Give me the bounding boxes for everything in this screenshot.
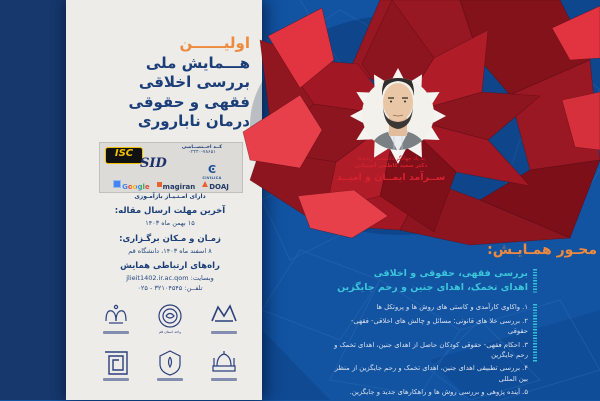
- axis-subtitle-line-1: بررسی فقهی، حقوقی و اخلاقی: [373, 268, 528, 279]
- retraining-credit-note: دارای امـتـیـاز بازآمـوزی: [134, 193, 206, 200]
- doaj-logo: DOAJ: [202, 174, 229, 193]
- cyan-dotted-accent: [533, 269, 537, 294]
- left-blue-strip: [0, 0, 66, 400]
- index-logos-row: [100, 176, 242, 190]
- title-line-first: اولیــــــن: [179, 34, 250, 52]
- phone-number: ۰۲۵ - ۳۲۱۰۴۵۴۵: [137, 284, 183, 292]
- axis-subtitle: [337, 267, 528, 294]
- university-of-qom-logo: [95, 303, 137, 334]
- title-line-5: درمان ناباروری: [137, 112, 250, 130]
- isc-logo: ISC: [105, 147, 143, 164]
- memorial-line-1: به یاد جهادگر دانشمند، زنده‌یاد: [356, 156, 426, 162]
- title-line-3: بررسی اخلاقی: [138, 73, 250, 91]
- memorial-text: [318, 156, 464, 184]
- poster-title: [88, 34, 250, 132]
- title-line-2: هـــمایش ملی: [145, 53, 250, 72]
- phone-line: [80, 284, 260, 292]
- axis-item-5: ۵. آینده پژوهی و بررسی روش ها و راهکارهای جدید و جایگزین.: [349, 388, 528, 397]
- indexing-box: [99, 142, 243, 193]
- axis-item-2: ۲. بررسی خلا های قانونی: مسائل و چالش های اخلاقی- فقهی- حقوقی: [350, 316, 528, 335]
- venue-value: ۸ اسفند ماه ۱۴۰۳، دانشگاه قم: [128, 247, 212, 255]
- doaj-icon: [202, 181, 208, 187]
- organizer-logos-row-2: [90, 350, 250, 381]
- code-value: ۰۲۴۴۰-۷۸۶۵۱: [188, 150, 216, 155]
- medical-university-logo: [203, 303, 245, 334]
- org-caption-bar: [211, 378, 237, 381]
- axis-subtitle-line-2: اهدای تخمک، اهدای جنین و رحم جایگزین: [337, 281, 528, 293]
- magiran-icon: [157, 182, 162, 187]
- jahad-daneshgahi-qom-logo: [149, 303, 191, 334]
- website-label: وبسایت:: [190, 274, 214, 282]
- axis-item-4: ۴. بررسی تطبیقی اهدای جنین، اهدای تخمک و رحم جایگزین از منظر بین المللی: [334, 364, 528, 383]
- phone-label: تلفــن:: [184, 284, 203, 292]
- website-url[interactable]: jlieit1402.ir.ac.qom: [126, 274, 189, 282]
- axis-item-3: ۳. احکام فقهی- حقوقی کودکان حاصل از اهدای جنین، اهدای تخمک و رحم جایگزین: [334, 340, 528, 359]
- memorial-line-3: ســرآمد ایمــان و امیــد: [336, 171, 446, 183]
- civilica-mark-icon: Ͼ: [207, 163, 217, 176]
- google-logo: Google: [113, 174, 150, 193]
- red-flower-graphic: [230, 0, 600, 246]
- axis-heading: محـور همـایـش:: [487, 242, 597, 258]
- axis-topic-list: [330, 302, 528, 401]
- deadline-value: ۱۵ بهمن ماه ۱۴۰۳: [145, 219, 195, 227]
- title-line-4: فقهی و حقوقی: [128, 92, 250, 111]
- org-caption-bar: [157, 378, 183, 381]
- contact-heading: راه‌های ارتباطی همایش: [120, 261, 220, 271]
- deadline-label: آخرین مهلت ارسال مقاله:: [114, 206, 226, 216]
- cyan-dotted-accent: [533, 304, 537, 362]
- exclusive-code: [167, 145, 237, 155]
- axis-item-1: ۱. واکاوی کارآمدی و کاستی های روش ها و پروتکل ها: [376, 303, 528, 311]
- organizer-logos-row-1: [90, 303, 250, 334]
- sid-logo: SID: [140, 156, 167, 171]
- org-caption-bar: [103, 378, 129, 381]
- shield-emblem-logo: [149, 350, 191, 381]
- civilica-label: CIVILICA: [202, 176, 222, 180]
- code-label: کــد اخــتصــاصی: [181, 145, 223, 150]
- institute-spiral-logo: [95, 350, 137, 381]
- org-caption-bar: [211, 331, 237, 334]
- venue-label: زمـان و مـکان برگـزاری:: [119, 234, 221, 244]
- website-line: [80, 274, 260, 282]
- jahad-caption: واحد استان قم: [158, 330, 182, 334]
- google-icon: [113, 180, 121, 188]
- org-caption-bar: [103, 331, 129, 334]
- shrine-dome-logo: [203, 350, 245, 381]
- memorial-line-2: دکتر سعید کاظمی آشتیانی: [354, 162, 428, 169]
- magiran-logo: magiran: [157, 174, 196, 193]
